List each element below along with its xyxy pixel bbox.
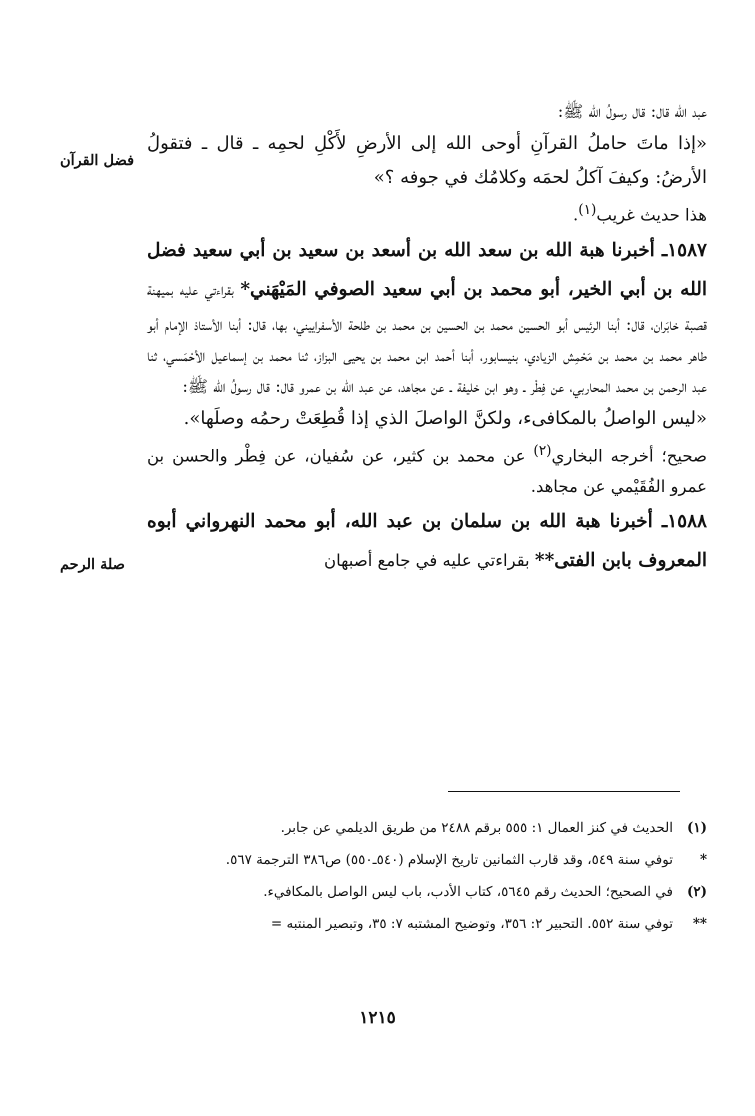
grading-1 <box>147 195 707 231</box>
narration-1587-chain: بقراءتي عليه بميهنة قصبة خابَران، قال: أبنا الرئيس أبو الحسين محمد بن الحسين بن محمد بن طلحة الأسفراييني، بها، قال: أبنا الأستاذ الإمام أبو طاهر محمد بن محمد بن مَحْمِش الزيادي، بنيسابور، أبنا أحمد ابن محمد بن يحيى البزاز، ثنا محمد بن إسماعيل الأحْمَسي، ثنا عبد الرحمن بن محمد المحاربي، عن فِطْر ـ وهو ابن خليفة ـ عن مجاهد، عن عبد الله بن عمرو قال: قال رسولُ الله ﷺ: <box>147 279 707 396</box>
grading-2 <box>147 436 707 503</box>
margin-note-quran: فضل القرآن <box>60 152 134 169</box>
footnote-mark: ** <box>692 916 707 932</box>
hadith-quran-bearer: «إذا ماتَ حاملُ القرآنِ أوحى الله إلى الأرضِ لأَكْلِ لحمِه ـ قال ـ فتقولُ الأرضُ: وكيفَ آكلُ لحمَه وكلامُك في جوفه ؟» <box>147 133 707 188</box>
footnote-ref-1: (١) <box>578 202 597 218</box>
footnote-mark: * <box>699 852 707 868</box>
grading-2-text: صحيح؛ أخرجه البخاري <box>551 446 707 465</box>
footnote <box>127 912 707 937</box>
footnote-mark: (٢) <box>686 884 707 900</box>
footnote-divider <box>448 791 680 792</box>
narration-1588-chain: بقراءتي عليه في جامع أصبهان <box>323 551 530 570</box>
footnote <box>127 880 707 905</box>
footnotes <box>127 816 707 944</box>
footnote-text: في الصحيح؛ الحديث رقم ٥٦٤٥، كتاب الأدب، باب ليس الواصل بالمكافيء. <box>263 884 673 900</box>
narration-1588 <box>147 502 707 580</box>
footnote <box>127 816 707 841</box>
narration-1587-heading: ١٥٨٧ـ أخبرنا هبة الله بن سعد الله بن أسعد بن سعيد بن أبي سعيد فضل الله بن أبي الخير، أبو محمد بن أبي سعيد الصوفي المَيْهَني* <box>147 239 707 300</box>
footnote-text: الحديث في كنز العمال ١: ٥٥٥ برقم ٢٤٨٨ من طريق الديلمي عن جابر. <box>280 820 673 836</box>
intro-line: عبد الله قال: قال رسولُ الله ﷺ: <box>557 102 707 121</box>
footnote-text: توفي سنة ٥٤٩، وقد قارب الثمانين تاريخ الإسلام (٥٤٠ـ٥٥٠) ص٣٨٦ الترجمة ٥٦٧. <box>225 852 673 868</box>
footnote <box>127 848 707 873</box>
grading-1-text: هذا حديث غريب <box>596 205 707 225</box>
footnote-text: توفي سنة ٥٥٢. التحبير ٢: ٣٥٦، وتوضيح المشتبه ٧: ٣٥، وتبصير المنتبه = <box>270 916 673 932</box>
page-number: ١٢١٥ <box>359 1008 396 1028</box>
narration-1588-heading: ١٥٨٨ـ أخبرنا هبة الله بن سلمان بن عبد الله، أبو محمد النهرواني أبوه المعروف بابن الفتى** <box>147 511 707 571</box>
main-text-column <box>147 96 707 580</box>
grading-1-end: . <box>572 205 579 225</box>
margin-note-kinship: صلة الرحم <box>60 556 125 573</box>
grading-2-source: عن محمد بن كثير، عن سُفيان، عن فِطْر والحسن بن عمرو الفُقَيْمي عن مجاهد. <box>147 446 707 496</box>
hadith-kinship: «ليس الواصلُ بالمكافىء، ولكنَّ الواصلَ الذي إذا قُطِعَتْ رحمُه وصلَها». <box>183 407 707 429</box>
footnote-mark: (١) <box>686 820 707 836</box>
narration-1587 <box>147 231 707 402</box>
footnote-ref-2: (٢) <box>533 442 552 459</box>
